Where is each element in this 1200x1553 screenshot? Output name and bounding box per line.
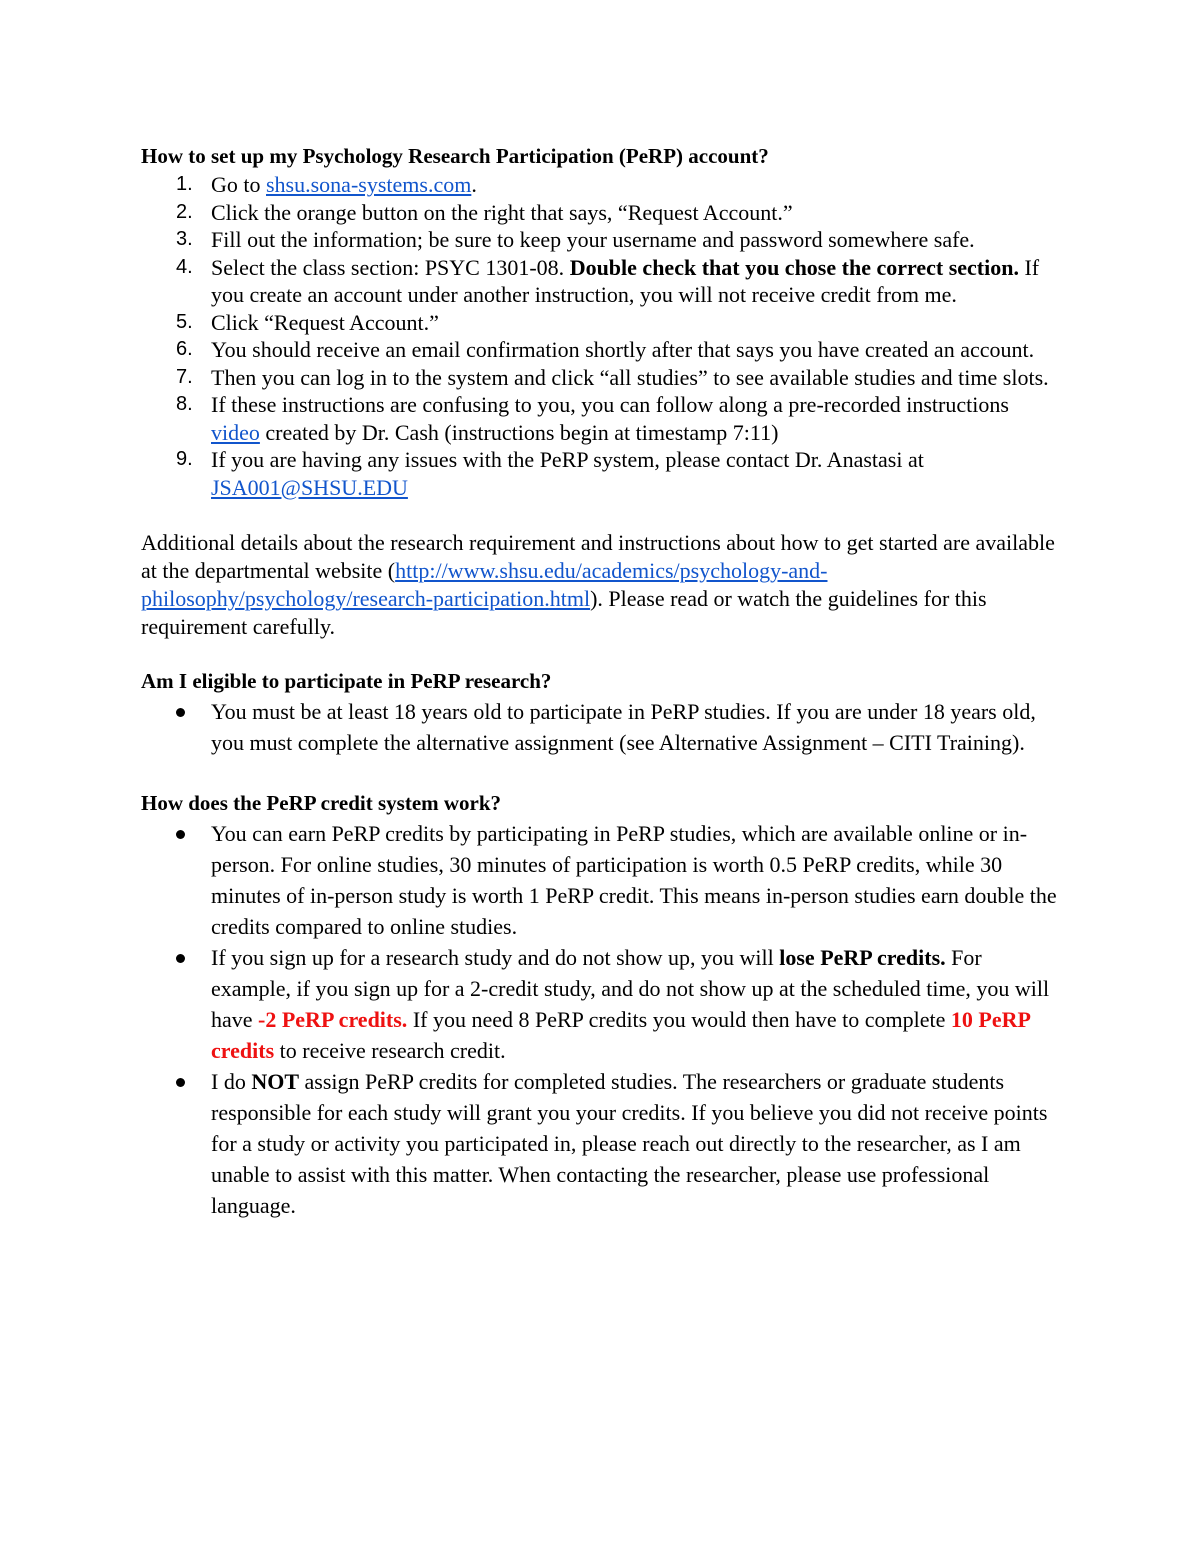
- step-number: 3.: [176, 228, 193, 250]
- step-number: 4.: [176, 255, 193, 278]
- step-number: 1.: [176, 173, 193, 195]
- list-item: [141, 254, 1061, 309]
- list-item: [141, 696, 1061, 758]
- bullet-text: You can earn PeRP credits by participating in PeRP studies, which are available online or in-person. For online studies, 30 minutes of participation is worth 0.5 PeRP credits, while 30 minutes of in-person study is worth 1 PeRP credit. This means in-person studies earn double the credits compared to online studies.: [211, 821, 1057, 939]
- bullet-icon: [176, 1078, 185, 1087]
- step-number: 7.: [176, 365, 193, 388]
- bullet-text: assign PeRP credits for completed studies. The researchers or graduate students responsible for each study will grant you your credits. If you believe you did not receive points for a study or activity you participated in, please reach out directly to the researcher, as I am unable to assist with this matter. When contacting the researcher, please use professional language.: [211, 1069, 1048, 1218]
- list-item: [141, 309, 1061, 337]
- step-text: Click the orange button on the right that says, “Request Account.”: [211, 199, 793, 225]
- step-text: Go to: [211, 172, 266, 197]
- step-text: If these instructions are confusing to you, you can follow along a pre-recorded instructions: [211, 392, 1009, 417]
- additional-details-paragraph: [141, 529, 1061, 641]
- step-text: Fill out the information; be sure to keep your username and password somewhere safe.: [211, 227, 975, 252]
- department-website-link[interactable]: http://www.shsu.edu/academics/psychology-and-philosophy/psychology/research-participation.html: [141, 558, 828, 611]
- list-item: [141, 226, 1061, 254]
- list-item: [141, 171, 1061, 199]
- bullet-emphasis: lose PeRP credits.: [779, 945, 946, 970]
- bullet-text: For example, if you sign up for a 2-credit study, and do not show up at the scheduled time, you will have: [211, 945, 1050, 1032]
- bullet-text: You must be at least 18 years old to participate in PeRP studies. If you are under 18 years old, you must complete the alternative assignment (see Alternative Assignment – CITI Training).: [211, 699, 1036, 755]
- highlight-negative-credits: -2 PeRP credits.: [258, 1007, 408, 1032]
- step-text: created by Dr. Cash (instructions begin at timestamp 7:11): [259, 419, 779, 445]
- step-text: Then you can log in to the system and click “all studies” to see available studies and time slots.: [211, 364, 1049, 390]
- section-heading-credit-system: How does the PeRP credit system work?: [141, 791, 502, 815]
- step-text: If you create an account under another instruction, you will not receive credit from me.: [211, 254, 1040, 307]
- bullet-text: to receive research credit.: [274, 1038, 506, 1063]
- sona-systems-link[interactable]: shsu.sona-systems.com: [266, 172, 472, 197]
- bullet-text: If you sign up for a research study and do not show up, you will: [211, 945, 780, 970]
- bullet-icon: [176, 954, 185, 963]
- list-item: [141, 1066, 1061, 1221]
- step-number: 5.: [176, 310, 193, 333]
- paragraph-text: ). Please read or watch the guidelines for this requirement carefully.: [141, 586, 987, 639]
- section-heading-eligibility: Am I eligible to participate in PeRP research?: [141, 669, 552, 693]
- step-number: 8.: [176, 393, 193, 415]
- list-item: [141, 942, 1061, 1066]
- list-item: [141, 336, 1061, 364]
- step-number: 9.: [176, 448, 193, 470]
- paragraph-text: Additional details about the research requirement and instructions about how to get started are available at the departmental website (: [141, 530, 1055, 583]
- bullet-icon: [176, 708, 185, 717]
- step-text: Select the class section: PSYC 1301-08.: [211, 254, 570, 280]
- list-item: [141, 199, 1061, 227]
- section-heading-setup: How to set up my Psychology Research Participation (PeRP) account?: [141, 144, 769, 168]
- bullet-text: If you need 8 PeRP credits you would then have to complete: [407, 1007, 951, 1032]
- step-emphasis: Double check that you chose the correct section.: [569, 254, 1019, 280]
- document-page: [141, 141, 1061, 1221]
- list-item: [141, 446, 1061, 501]
- setup-steps-list: [141, 171, 1061, 501]
- eligibility-list: [141, 696, 1061, 758]
- step-text: If you are having any issues with the PeRP system, please contact Dr. Anastasi at: [211, 447, 924, 472]
- step-text: You should receive an email confirmation shortly after that says you have created an account.: [211, 337, 1035, 362]
- list-item: [141, 364, 1061, 392]
- step-number: 2.: [176, 200, 193, 223]
- step-text: Click “Request Account.”: [211, 309, 439, 335]
- bullet-emphasis: NOT: [251, 1069, 300, 1094]
- list-item: [141, 818, 1061, 942]
- highlight-total-credits: 10 PeRP credits: [211, 1007, 1030, 1063]
- step-text: .: [471, 172, 477, 197]
- bullet-text: I do: [211, 1069, 252, 1094]
- credit-system-list: [141, 818, 1061, 1221]
- email-link[interactable]: JSA001@SHSU.EDU: [211, 474, 408, 500]
- video-link[interactable]: video: [211, 419, 260, 445]
- bullet-icon: [176, 830, 185, 839]
- step-number: 6.: [176, 338, 193, 360]
- list-item: [141, 391, 1061, 446]
